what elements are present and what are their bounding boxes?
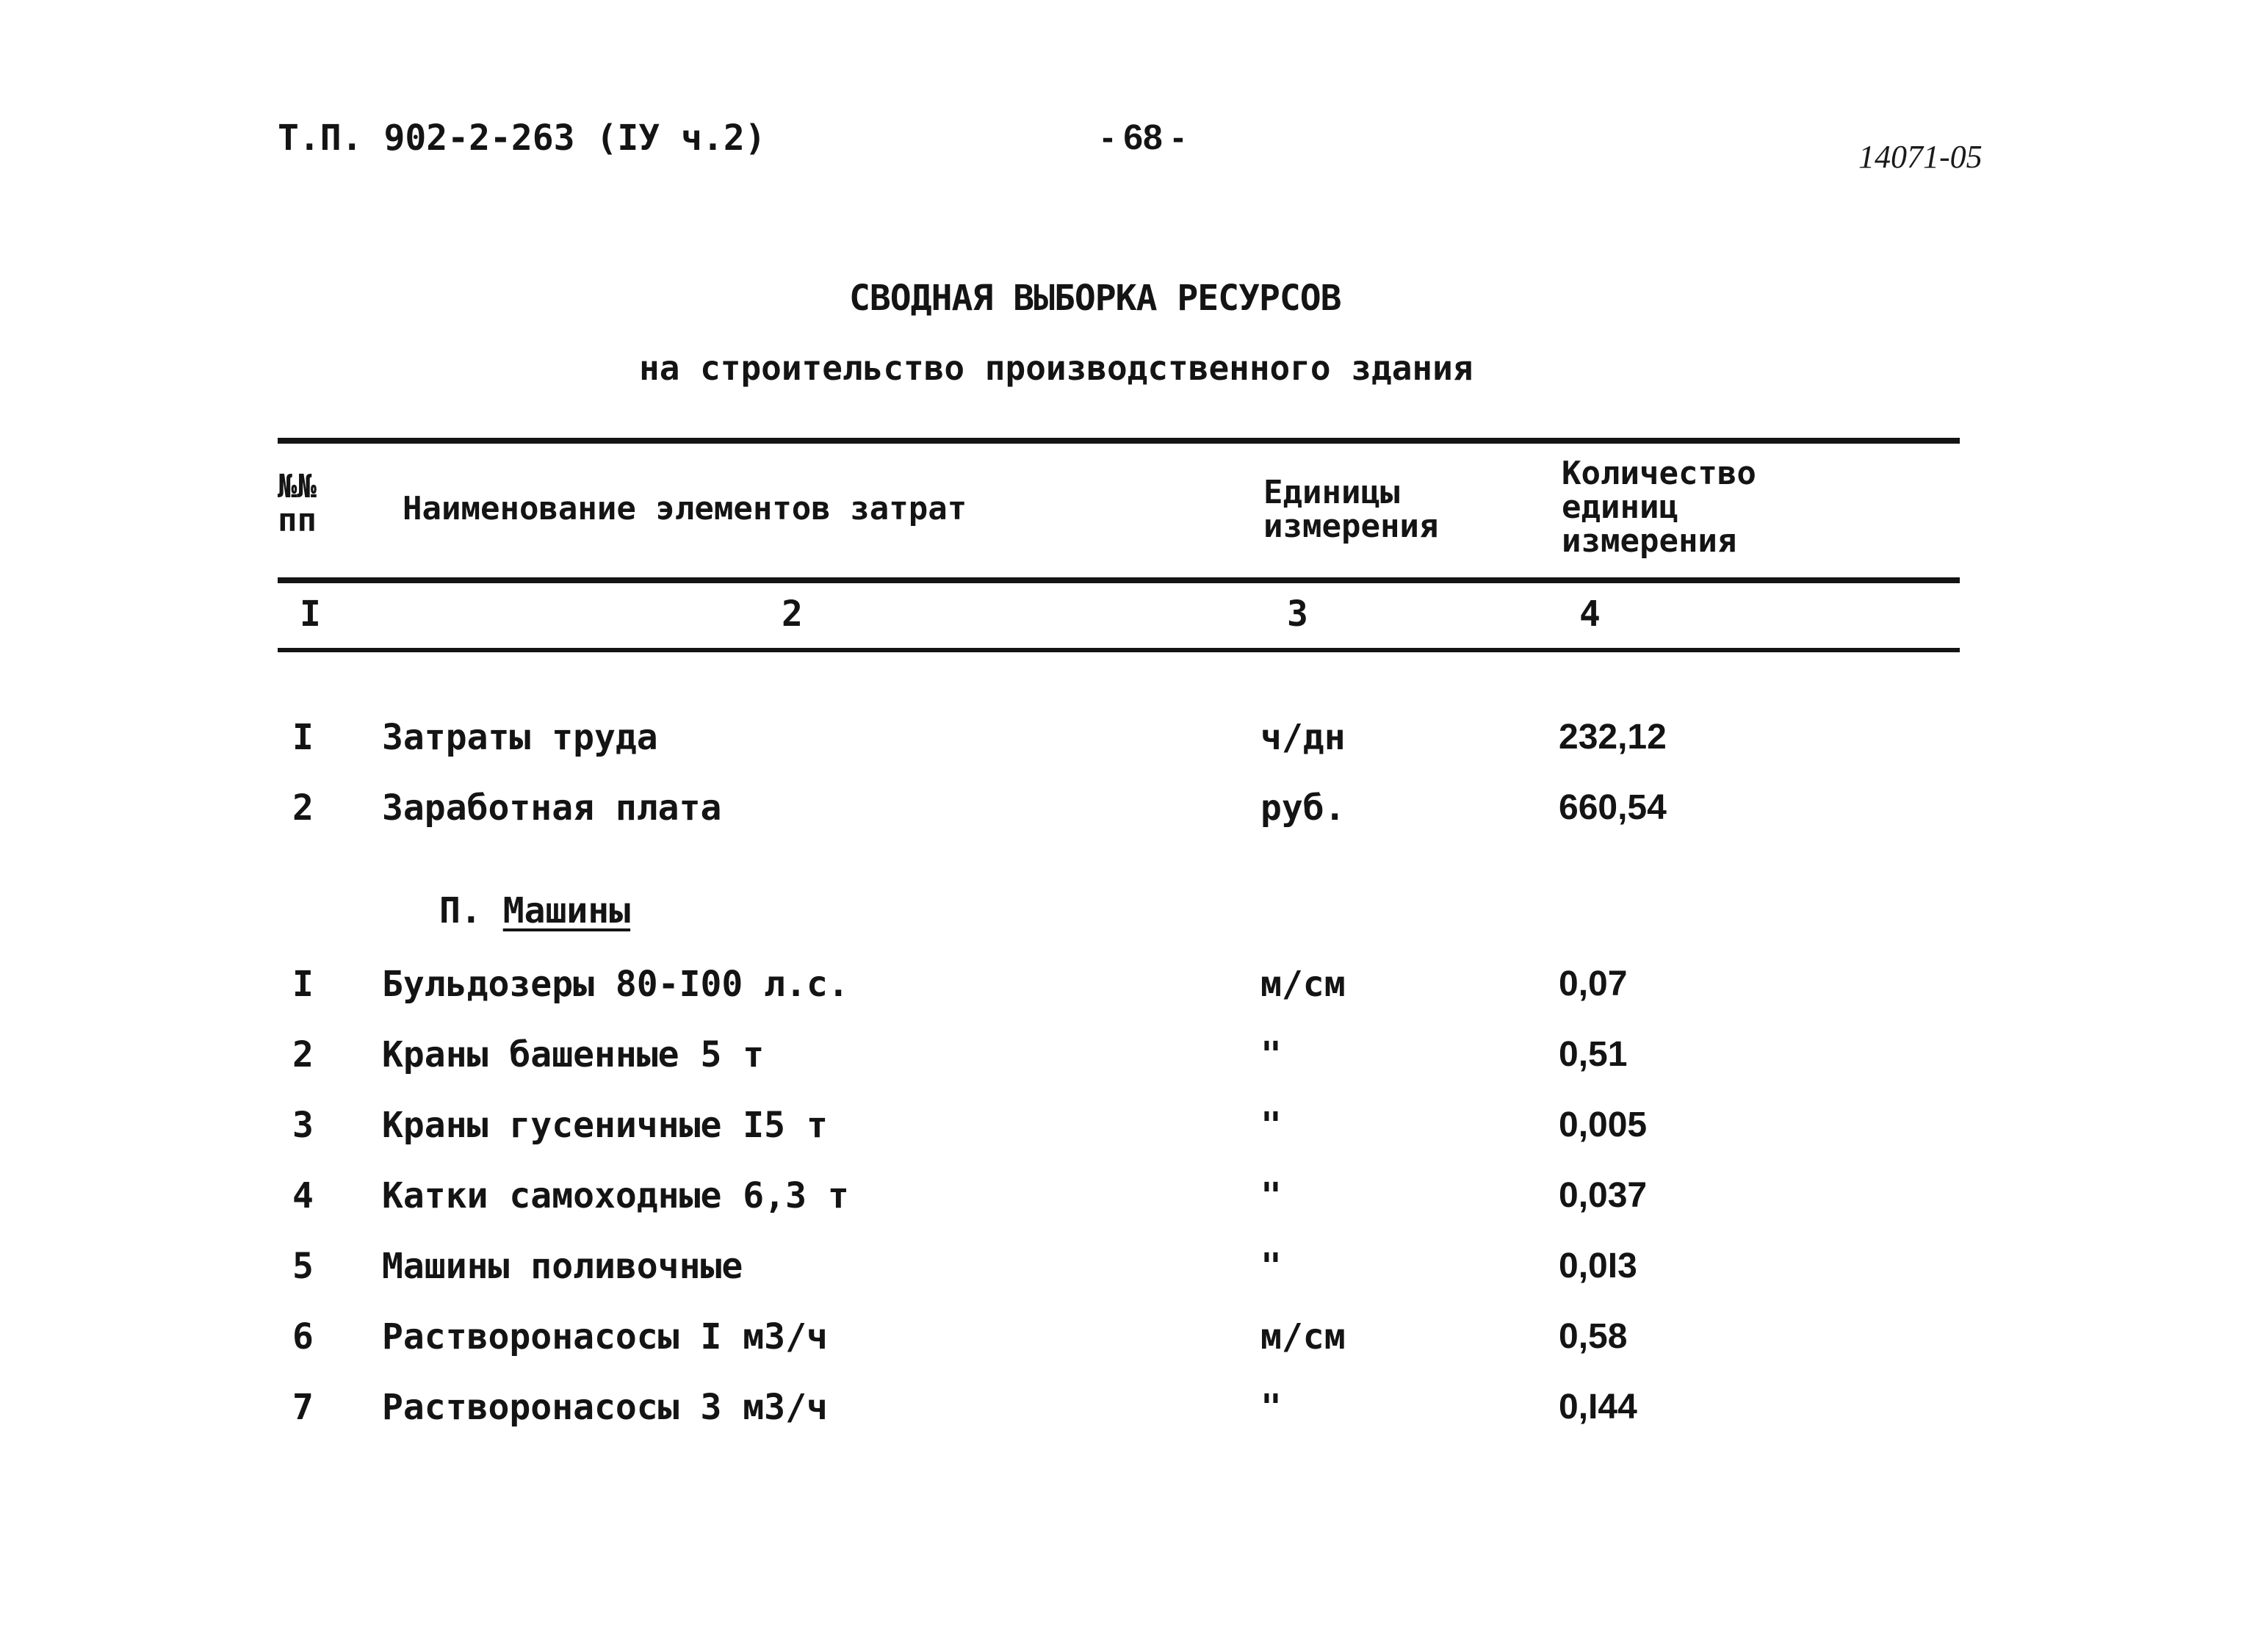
row-number: 7 bbox=[292, 1387, 314, 1428]
header-quantity: Количество единиц измерения bbox=[1562, 455, 1756, 560]
row-quantity: 0,07 bbox=[1559, 964, 1628, 1003]
row-quantity: 0,0I3 bbox=[1559, 1247, 1637, 1285]
row-number: I bbox=[292, 717, 314, 758]
row-quantity: 0,58 bbox=[1559, 1317, 1628, 1356]
header-unit: Единицы измерения bbox=[1263, 474, 1439, 545]
header-cost-element-name: Наименование элементов затрат bbox=[403, 490, 967, 527]
row-quantity: 0,51 bbox=[1559, 1035, 1628, 1074]
document-title: СВОДНАЯ ВЫБОРКА РЕСУРСОВ bbox=[849, 278, 1341, 319]
row-name: Краны гусеничные I5 т bbox=[382, 1105, 828, 1146]
row-unit: " bbox=[1260, 1387, 1282, 1428]
row-quantity: 660,54 bbox=[1559, 788, 1667, 827]
row-unit: руб. bbox=[1260, 787, 1346, 829]
column-number-4: 4 bbox=[1579, 594, 1601, 635]
column-number-3: 3 bbox=[1287, 594, 1308, 635]
column-number-2: 2 bbox=[782, 594, 803, 635]
row-name: Растворонасосы I м3/ч bbox=[382, 1316, 828, 1357]
section-prefix: П. bbox=[439, 890, 503, 931]
row-number: 4 bbox=[292, 1175, 314, 1216]
row-unit: " bbox=[1260, 1034, 1282, 1075]
document-subtitle: на строительство производственного здания bbox=[639, 348, 1474, 388]
row-number: 2 bbox=[292, 1034, 314, 1075]
column-number-1: I bbox=[300, 594, 321, 635]
row-unit: м/см bbox=[1260, 964, 1346, 1005]
handwritten-archive-number: 14071-05 bbox=[1858, 139, 1983, 175]
row-quantity: 0,005 bbox=[1559, 1105, 1648, 1144]
row-name: Заработная плата bbox=[382, 787, 722, 829]
row-number: 6 bbox=[292, 1316, 314, 1357]
section-heading bbox=[439, 890, 630, 931]
row-unit: м/см bbox=[1260, 1316, 1346, 1357]
row-unit: " bbox=[1260, 1105, 1282, 1146]
row-number: 2 bbox=[292, 787, 314, 829]
row-name: Бульдозеры 80-I00 л.с. bbox=[382, 964, 849, 1005]
row-name: Затраты труда bbox=[382, 717, 658, 758]
row-name: Растворонасосы 3 м3/ч bbox=[382, 1387, 828, 1428]
row-number: 5 bbox=[292, 1246, 314, 1287]
header-row-number: №№ пп bbox=[278, 468, 317, 539]
row-quantity: 0,037 bbox=[1559, 1176, 1648, 1215]
page-number: - 68 - bbox=[1102, 118, 1185, 157]
table-column-number-rule bbox=[278, 648, 1960, 652]
row-unit: " bbox=[1260, 1246, 1282, 1287]
row-name: Машины поливочные bbox=[382, 1246, 743, 1287]
row-quantity: 232,12 bbox=[1559, 718, 1667, 757]
row-name: Краны башенные 5 т bbox=[382, 1034, 765, 1075]
table-top-rule bbox=[278, 438, 1960, 444]
row-number: I bbox=[292, 964, 314, 1005]
document-code: Т.П. 902-2-263 (IУ ч.2) bbox=[278, 118, 766, 159]
row-quantity: 0,I44 bbox=[1559, 1388, 1637, 1426]
row-number: 3 bbox=[292, 1105, 314, 1146]
row-unit: " bbox=[1260, 1175, 1282, 1216]
section-title: Машины bbox=[502, 890, 631, 931]
row-unit: ч/дн bbox=[1260, 717, 1346, 758]
row-name: Катки самоходные 6,3 т bbox=[382, 1175, 849, 1216]
table-header-rule bbox=[278, 577, 1960, 583]
